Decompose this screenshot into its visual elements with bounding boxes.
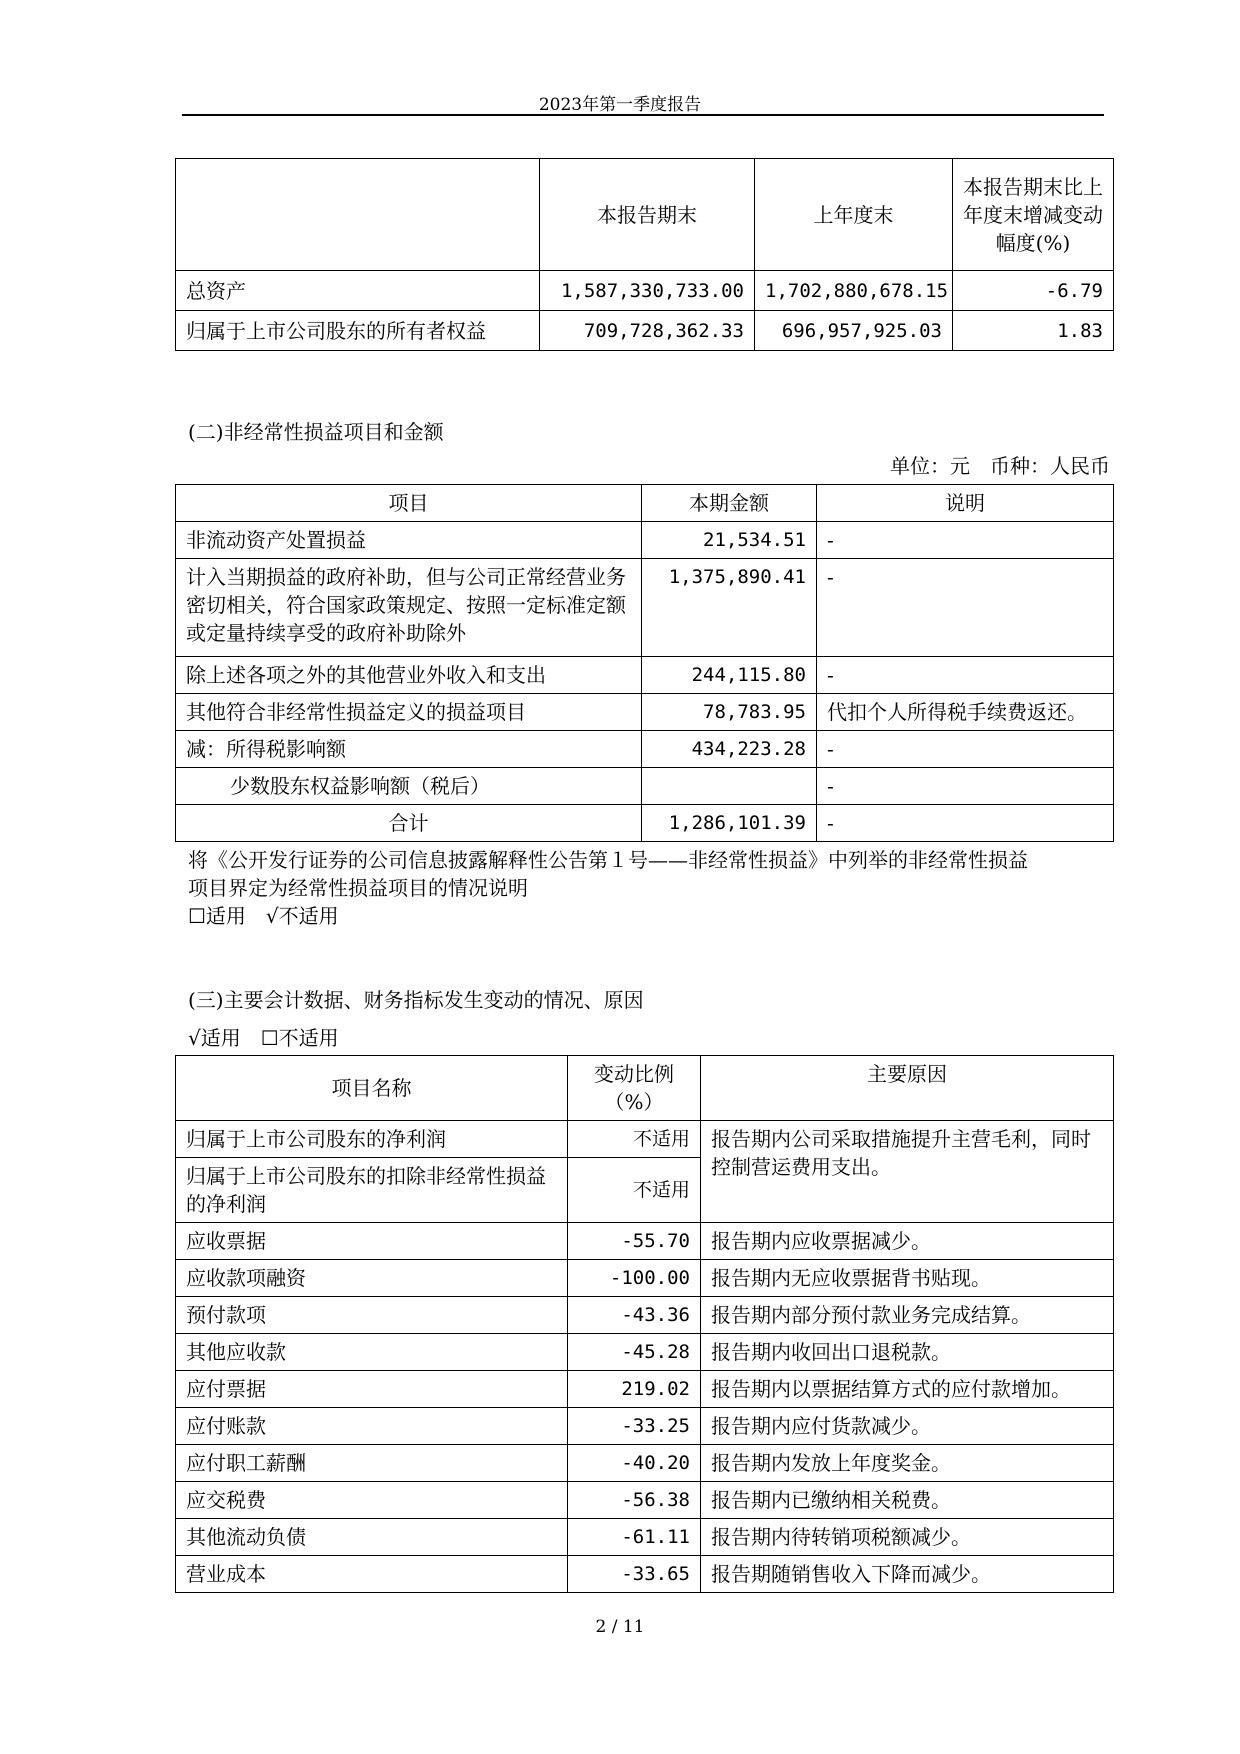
cell-value: -33.25 — [568, 1408, 701, 1445]
table-row — [176, 1371, 1114, 1408]
cell-reason: 报告期内发放上年度奖金。 — [701, 1445, 1114, 1482]
table1-header-empty — [176, 159, 540, 271]
cell-value: 696,957,925.03 — [755, 311, 953, 351]
report-header-title: 2023年第一季度报告 — [538, 95, 702, 115]
cell-reason: 报告期内已缴纳相关税费。 — [701, 1482, 1114, 1519]
cell-reason: 报告期内公司采取措施提升主营毛利，同时控制营运费用支出。 — [701, 1121, 1114, 1223]
table-row — [176, 311, 1114, 351]
cell-reason: 报告期随销售收入下降而减少。 — [701, 1556, 1114, 1593]
cell-label: 其他符合非经常性损益定义的损益项目 — [176, 694, 642, 731]
cell-value: 78,783.95 — [642, 694, 817, 731]
table2-header: 项目 — [176, 485, 642, 522]
cell-label: 其他流动负债 — [176, 1519, 568, 1556]
cell-label: 其他应收款 — [176, 1334, 568, 1371]
table-row — [176, 1445, 1114, 1482]
applicability-status: ☐适用 √不适用 — [188, 904, 339, 928]
cell-label: 归属于上市公司股东的净利润 — [176, 1121, 568, 1158]
cell-reason: 报告期内待转销项税额减少。 — [701, 1519, 1114, 1556]
cell-value: -40.20 — [568, 1445, 701, 1482]
cell-value: 21,534.51 — [642, 522, 817, 559]
table-row — [176, 1334, 1114, 1371]
table3-header: 变动比例（%） — [568, 1056, 701, 1121]
cell-note: - — [817, 657, 1114, 694]
non-recurring-gains-table — [175, 484, 1114, 842]
cell-reason: 报告期内收回出口退税款。 — [701, 1334, 1114, 1371]
table-row — [176, 1260, 1114, 1297]
cell-value: -43.36 — [568, 1297, 701, 1334]
table1-header: 上年度末 — [755, 159, 953, 271]
cell-value: 1,587,330,733.00 — [540, 271, 755, 311]
note-line-2: 项目界定为经常性损益项目的情况说明 — [188, 876, 528, 900]
table-row — [176, 559, 1114, 657]
cell-value: 1.83 — [953, 311, 1114, 351]
table1-header: 本报告期末比上年度末增减变动幅度(%) — [953, 159, 1114, 271]
section3-title: (三)主要会计数据、财务指标发生变动的情况、原因 — [188, 988, 644, 1012]
table-row — [176, 694, 1114, 731]
cell-label: 归属于上市公司股东的扣除非经常性损益的净利润 — [176, 1158, 568, 1223]
cell-note: - — [817, 768, 1114, 805]
unit-label: 单位：元 币种：人民币 — [890, 454, 1110, 478]
cell-value: 434,223.28 — [642, 731, 817, 768]
table3-header: 项目名称 — [176, 1056, 568, 1121]
cell-value: 不适用 — [568, 1158, 701, 1223]
table-row — [176, 805, 1114, 842]
table-row — [176, 271, 1114, 311]
cell-note: - — [817, 805, 1114, 842]
cell-value: -55.70 — [568, 1223, 701, 1260]
header-rule — [182, 114, 1104, 116]
table2-header: 本期金额 — [642, 485, 817, 522]
cell-value: -100.00 — [568, 1260, 701, 1297]
balance-summary-table — [175, 158, 1114, 351]
cell-label: 减：所得税影响额 — [176, 731, 642, 768]
cell-label: 应收款项融资 — [176, 1260, 568, 1297]
cell-label: 非流动资产处置损益 — [176, 522, 642, 559]
cell-value: -33.65 — [568, 1556, 701, 1593]
cell-value: -61.11 — [568, 1519, 701, 1556]
table-row — [176, 731, 1114, 768]
table-row — [176, 1223, 1114, 1260]
table2-header: 说明 — [817, 485, 1114, 522]
cell-label: 计入当期损益的政府补助，但与公司正常经营业务密切相关，符合国家政策规定、按照一定标准定额或定量持续享受的政府补助除外 — [176, 559, 642, 657]
table-row — [176, 657, 1114, 694]
cell-value: 1,702,880,678.15 — [755, 271, 953, 311]
cell-label: 应付账款 — [176, 1408, 568, 1445]
table-row — [176, 1482, 1114, 1519]
applicability-status: √适用 ☐不适用 — [188, 1026, 339, 1050]
table-row — [176, 1408, 1114, 1445]
note-line-1: 将《公开发行证券的公司信息披露解释性公告第１号——非经常性损益》中列举的非经常性损益 — [188, 848, 1028, 872]
table-row — [176, 1121, 1114, 1158]
cell-value: 1,375,890.41 — [642, 559, 817, 657]
table-row — [176, 522, 1114, 559]
cell-label: 除上述各项之外的其他营业外收入和支出 — [176, 657, 642, 694]
cell-note: 代扣个人所得税手续费返还。 — [817, 694, 1114, 731]
cell-reason: 报告期内应付货款减少。 — [701, 1408, 1114, 1445]
cell-label: 合计 — [176, 805, 642, 842]
section2-title: (二)非经常性损益项目和金额 — [188, 420, 444, 444]
cell-label: 预付款项 — [176, 1297, 568, 1334]
table1-header: 本报告期末 — [540, 159, 755, 271]
cell-reason: 报告期内无应收票据背书贴现。 — [701, 1260, 1114, 1297]
cell-label: 应交税费 — [176, 1482, 568, 1519]
cell-value — [642, 768, 817, 805]
financial-changes-table — [175, 1055, 1114, 1593]
cell-value: 244,115.80 — [642, 657, 817, 694]
cell-note: - — [817, 559, 1114, 657]
cell-label: 归属于上市公司股东的所有者权益 — [176, 311, 540, 351]
table3-header: 主要原因 — [701, 1056, 1114, 1121]
cell-value: 219.02 — [568, 1371, 701, 1408]
cell-value: 不适用 — [568, 1121, 701, 1158]
cell-value: -45.28 — [568, 1334, 701, 1371]
cell-label: 应付职工薪酬 — [176, 1445, 568, 1482]
table-row — [176, 1556, 1114, 1593]
cell-value: 709,728,362.33 — [540, 311, 755, 351]
cell-value: 1,286,101.39 — [642, 805, 817, 842]
cell-label: 应付票据 — [176, 1371, 568, 1408]
table-row — [176, 1297, 1114, 1334]
cell-label: 少数股东权益影响额（税后） — [176, 768, 642, 805]
page-number: 2 / 11 — [595, 1617, 645, 1637]
cell-value: -6.79 — [953, 271, 1114, 311]
table-row — [176, 768, 1114, 805]
cell-note: - — [817, 522, 1114, 559]
cell-reason: 报告期内部分预付款业务完成结算。 — [701, 1297, 1114, 1334]
table-row — [176, 1519, 1114, 1556]
cell-reason: 报告期内应收票据减少。 — [701, 1223, 1114, 1260]
cell-reason: 报告期内以票据结算方式的应付款增加。 — [701, 1371, 1114, 1408]
cell-value: -56.38 — [568, 1482, 701, 1519]
cell-note: - — [817, 731, 1114, 768]
cell-label: 应收票据 — [176, 1223, 568, 1260]
cell-label: 总资产 — [176, 271, 540, 311]
cell-label: 营业成本 — [176, 1556, 568, 1593]
